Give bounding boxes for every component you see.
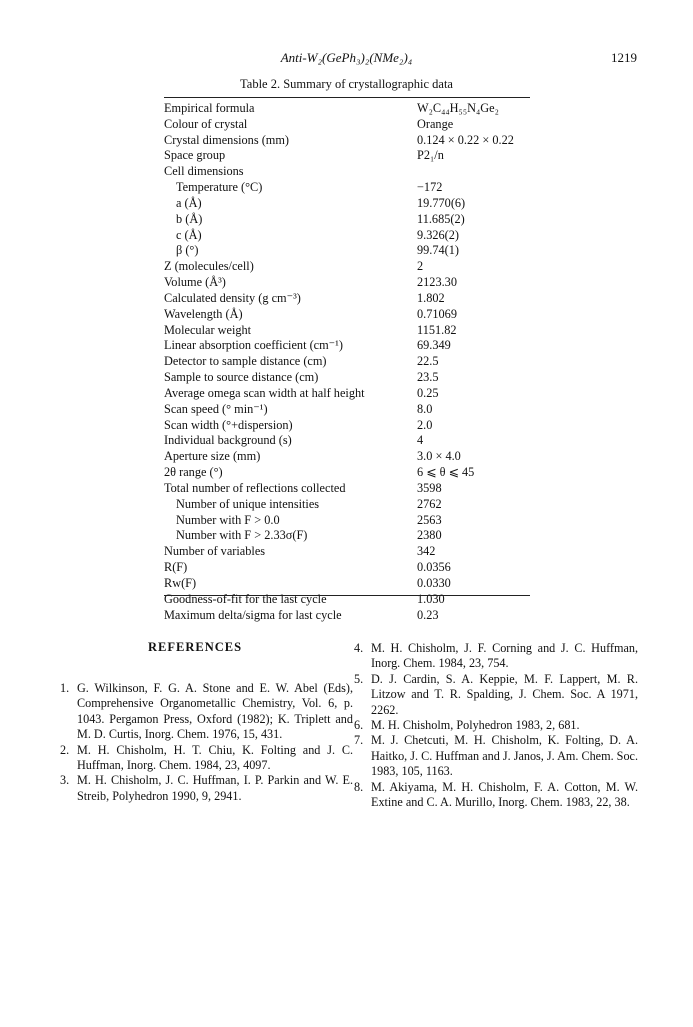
row-value: 0.25 [417, 385, 439, 400]
references-heading: REFERENCES [148, 640, 243, 654]
table-bottom-rule [164, 595, 530, 596]
row-label: Crystal dimensions (mm) [164, 132, 290, 147]
row-value: 8.0 [417, 401, 433, 416]
table-row [164, 228, 530, 244]
reference-text: M. J. Chetcuti, M. H. Chisholm, K. Folting, D. A. Haitko, J. C. Huffman and J. Janos, J. Am. Chem. Soc. 1983, 105, 1163. [371, 733, 638, 779]
crystallographic-data-table [164, 101, 530, 623]
reference-text: M. H. Chisholm, Polyhedron 1983, 2, 681. [371, 718, 580, 733]
row-value: 23.5 [417, 370, 439, 385]
row-label: Molecular weight [164, 322, 252, 337]
row-label: Detector to sample distance (cm) [164, 354, 327, 369]
reference-item [354, 718, 638, 733]
row-label: Colour of crystal [164, 116, 248, 131]
reference-number: 1. [60, 681, 70, 695]
table-row [164, 259, 530, 275]
row-value: 4 [417, 433, 424, 448]
row-label: Calculated density (g cm⁻³) [164, 290, 301, 305]
references-right-column [354, 641, 638, 810]
reference-item [354, 672, 638, 718]
reference-number: 8. [354, 779, 364, 794]
row-value: 19.770(6) [417, 195, 466, 210]
row-value: 2123.30 [417, 275, 457, 290]
reference-text: M. H. Chisholm, J. C. Huffman, I. P. Parkin and W. E. Streib, Polyhedron 1990, 9, 2941. [77, 773, 353, 803]
row-value: 3.0 × 4.0 [417, 449, 461, 464]
table-row [164, 386, 530, 402]
row-label: R(F) [164, 560, 188, 575]
row-value: 3598 [417, 480, 442, 495]
reference-number: 7. [354, 733, 364, 748]
reference-number: 2. [60, 742, 70, 757]
table-row [164, 212, 530, 228]
table-row [164, 196, 530, 212]
table-row [164, 307, 530, 323]
row-value: 2.0 [417, 417, 433, 432]
table-row [164, 449, 530, 465]
row-value: 99.74(1) [417, 243, 460, 258]
row-value: 9.326(2) [417, 227, 460, 242]
row-label: Number of variables [164, 544, 266, 559]
row-value: 22.5 [417, 354, 439, 369]
reference-text: D. J. Cardin, S. A. Keppie, M. F. Lappert, M. R. Litzow and T. R. Spalding, J. Chem. Soc. A 1971, 2262. [371, 671, 638, 717]
table-row [164, 402, 530, 418]
row-label: Linear absorption coefficient (cm⁻¹) [164, 338, 343, 353]
table-row [164, 513, 530, 529]
row-label: Cell dimensions [164, 164, 244, 179]
table-row [164, 544, 530, 560]
row-value: W₂C₄₄H₅₅N₄Ge₂ [417, 101, 499, 115]
row-label: β (°) [176, 243, 199, 258]
table-row [164, 338, 530, 354]
reference-text: M. H. Chisholm, H. T. Chiu, K. Folting and J. C. Huffman, Inorg. Chem. 1984, 23, 4097. [77, 742, 353, 773]
reference-text: M. Akiyama, M. H. Chisholm, F. A. Cotton, M. W. Extine and C. A. Murillo, Inorg. Chem. 1983, 22, 38. [371, 779, 638, 810]
row-value: 1.030 [417, 591, 445, 606]
row-label: Scan width (°+dispersion) [164, 417, 293, 432]
table-row [164, 481, 530, 497]
table-row [164, 465, 530, 481]
row-value: 0.0330 [417, 575, 451, 590]
table-row [164, 291, 530, 307]
row-label: b (Å) [176, 211, 203, 226]
row-value: Orange [417, 116, 454, 131]
reference-number: 3. [60, 773, 70, 788]
reference-number: 4. [354, 641, 364, 655]
table-row [164, 433, 530, 449]
table-row [164, 243, 530, 259]
table-row [164, 164, 530, 180]
row-value: 0.0356 [417, 560, 451, 575]
row-label: Sample to source distance (cm) [164, 370, 319, 385]
row-label: Empirical formula [164, 101, 255, 115]
row-value: 0.71069 [417, 306, 457, 321]
references-left-column [60, 681, 353, 804]
table-row [164, 323, 530, 339]
row-value: 2380 [417, 528, 442, 543]
row-value: 69.349 [417, 338, 451, 353]
reference-item [354, 641, 638, 672]
row-value: 342 [417, 544, 436, 559]
row-value: 0.23 [417, 607, 439, 622]
row-label: Aperture size (mm) [164, 449, 261, 464]
row-value: 2 [417, 259, 424, 274]
row-label: Volume (Å³) [164, 275, 226, 290]
row-label: a (Å) [176, 195, 202, 210]
reference-item [354, 780, 638, 811]
reference-text: G. Wilkinson, F. G. A. Stone and E. W. Abel (Eds), Comprehensive Organometallic Chemistry, Vol. 6, p. 1043. Pergamon Press, Oxford (1982); K. Triplett and M. D. Curtis, Inorg. Chem. 1976, 15, 431. [77, 681, 353, 742]
row-label: Number of unique intensities [176, 496, 320, 511]
table-top-rule [164, 97, 530, 98]
table-row [164, 608, 530, 624]
row-value: 6 ⩽ θ ⩽ 45 [417, 465, 475, 480]
table-row [164, 354, 530, 370]
table-row [164, 497, 530, 513]
row-value: 0.124 × 0.22 × 0.22 [417, 132, 514, 147]
row-value: 2762 [417, 496, 442, 511]
row-label: Wavelength (Å) [164, 306, 243, 321]
row-value: P2₁/n [417, 148, 444, 163]
table-row [164, 418, 530, 434]
reference-number: 5. [354, 671, 364, 686]
row-value: 2563 [417, 512, 442, 527]
row-label: Scan speed (° min⁻¹) [164, 401, 268, 416]
table-row [164, 180, 530, 196]
table-row [164, 148, 530, 164]
row-value: −172 [417, 180, 443, 195]
row-label: Rw(F) [164, 575, 197, 590]
row-label: Z (molecules/cell) [164, 259, 254, 274]
row-label: Number with F > 2.33σ(F) [176, 528, 308, 543]
row-value: 1.802 [417, 290, 445, 305]
row-label: Space group [164, 148, 226, 163]
row-value: 11.685(2) [417, 211, 465, 226]
row-value [417, 164, 530, 180]
table-row [164, 133, 530, 149]
row-label: Number with F > 0.0 [176, 512, 280, 527]
table-row [164, 528, 530, 544]
row-label: c (Å) [176, 227, 202, 242]
reference-item [60, 743, 353, 774]
row-label: Maximum delta/sigma for last cycle [164, 607, 342, 622]
row-label: Individual background (s) [164, 433, 292, 448]
row-label: Average omega scan width at half height [164, 385, 365, 400]
reference-number: 6. [354, 718, 364, 733]
page-number: 1219 [611, 50, 637, 65]
table-row [164, 560, 530, 576]
table-row [164, 101, 530, 117]
table-row [164, 275, 530, 291]
table-row [164, 370, 530, 386]
reference-item [60, 681, 353, 743]
row-label: Temperature (°C) [176, 180, 263, 195]
row-value: 1151.82 [417, 322, 457, 337]
reference-item [354, 733, 638, 779]
table-row [164, 576, 530, 592]
row-label: 2θ range (°) [164, 465, 223, 480]
table-caption: Table 2. Summary of crystallographic data [240, 77, 453, 91]
reference-item [60, 773, 353, 804]
row-label: Total number of reflections collected [164, 480, 346, 495]
reference-text: M. H. Chisholm, J. F. Corning and J. C. Huffman, Inorg. Chem. 1984, 23, 754. [371, 641, 638, 671]
row-label: Goodness-of-fit for the last cycle [164, 591, 327, 606]
running-title: Anti-W₂(GePh₃)₂(NMe₂)₄ [280, 50, 413, 65]
table-row [164, 117, 530, 133]
